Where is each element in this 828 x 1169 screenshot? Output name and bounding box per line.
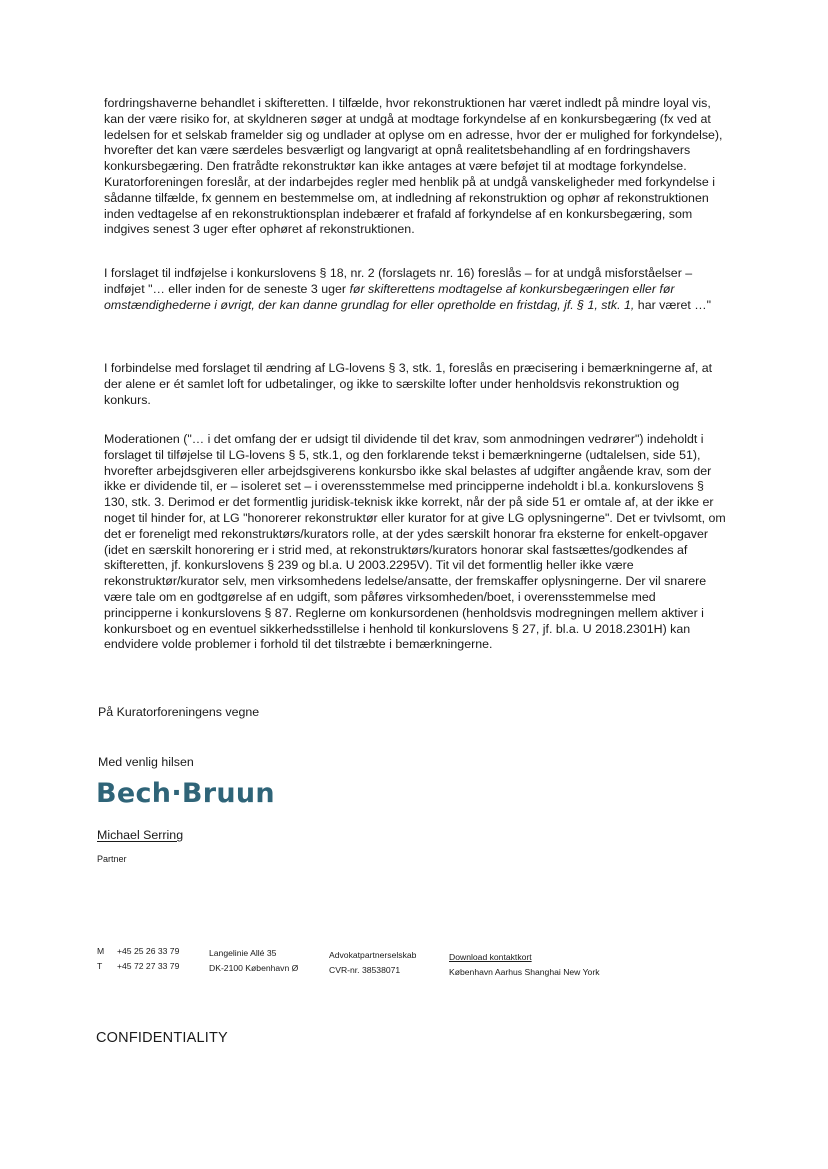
paragraph-text-end: har været …": [634, 297, 712, 312]
body-paragraph-4: [104, 432, 726, 653]
bech-bruun-logo: Bech·Bruun: [96, 778, 275, 809]
closing-greeting: Med venlig hilsen: [98, 755, 194, 769]
address-street: Langelinie Allé 35: [209, 948, 277, 958]
paragraph-text: [104, 266, 726, 313]
paragraph-text: Moderationen ("… i det omfang der er udsigt til dividende til det krav, som anmodningen vedrører") indeholdt i forslaget til tilføjelse til LG-lovens § 5, stk.1, og den forklarende tekst i bemærkningerne (udtalelsen, side 51), hvorefter arbejdsgiveren eller arbejdsgiverens konkursbo ikke skal belastes af udgifter angående krav, som der ikke er dividende til, er – isoleret set – i overensstemmelse med principperne indeholdt i bl.a. konkurslovens § 130, stk. 3. Derimod er det formentlig juridisk-teknisk ikke korrekt, når der på side 51 er omtale af, at der ikke er noget til hinder for, at LG "honorerer rekonstruktør eller kurator for at give LG oplysningerne". Det er tvivlsomt, om det er foreneligt med rekonstruktørs/kurators rolle, at der ydes særskilt honorar fra eksterne for enkelt-opgaver (idet en særskilt honorering er i strid med, at rekonstruktørs/kurators honorar skal fastsættes/godkendes af skifteretten, jf. konkurslovens § 239 og bl.a. U 2003.2295V). Tit vil det formentlig heller ikke være rekonstruktør/kurator selv, men virksomhedens ledelse/ansatte, der fremskaffer oplysningerne. Der vil snarere være tale om en godtgørelse af en udgift, som påføres virksomheden/boet, i overensstemmelse med principperne i konkurslovens § 87. Reglerne om konkursordenen (henholdsvis modregningen mellem aktiver i konkursboet og en eventuel sikkerhedsstillelse i henhold til konkurslovens § 27, jf. bl.a. U 2018.2301H) kan endvidere volde problemer i forhold til det tilstræbte i bemærkningerne.: [104, 432, 726, 652]
contact-labels: [97, 944, 104, 974]
mobile-number: +45 25 26 33 79: [117, 946, 180, 956]
confidentiality-heading: CONFIDENTIALITY: [96, 1030, 228, 1046]
mobile-label: M: [97, 946, 105, 956]
telephone-number: +45 72 27 33 79: [117, 961, 180, 971]
on-behalf-line: På Kuratorforeningens vegne: [98, 705, 260, 719]
office-locations: København Aarhus Shanghai New York: [449, 967, 600, 977]
telephone-label: T: [97, 961, 103, 971]
body-paragraph-2: [104, 266, 726, 313]
paragraph-text: I forbindelse med forslaget til ændring af LG-lovens § 3, stk. 1, foreslås en præcisering i bemærkningerne af, at der alene er ét samlet loft for udbetalinger, og ikke to særskilte lofter under henholdsvis rekonstruktion og konkurs.: [104, 361, 713, 407]
company-cvr: CVR-nr. 38538071: [329, 965, 401, 975]
address-city: DK-2100 København Ø: [209, 963, 299, 973]
download-contact-card-link[interactable]: Download kontaktkort: [449, 952, 532, 962]
paragraph-text-start: I forslaget til indføjelse i konkurslovens § 18, nr. 2 (forslagets nr. 16) foreslås – for at undgå misforståelser – indføjet "… eller inden for de seneste 3 uger: [104, 266, 693, 296]
company-info: [329, 948, 416, 978]
body-paragraph-1: [104, 96, 726, 238]
paragraph-text: fordringshaverne behandlet i skifteretten. I tilfælde, hvor rekonstruktionen har været indledt på mindre loyal vis, kan der være risiko for, at skyldneren søger at undgå at modtage forkyndelse af en konkursbegæring (fx ved at ledelsen for et selskab framelder sig og undlader at oplyse om en adresse, hvor der er mulighed for forkyndelse), hvorefter det kan være særdeles besværligt og langvarigt at opnå realitetsbehandling af en fordringshavers konkursbegæring. Den fratrådte rekonstruktør kan ikke antages at være beføjet til at modtage forkyndelse. Kuratorforeningen foreslår, at der indarbejdes regler med henblik på at undgå vanskeligheder med forkyndelse i sådanne tilfælde, fx gennem en bestemmelse om, at indledning af rekonstruktion og ophør af rekonstruktionen inden vedtagelse af en rekonstruktionsplan indebærer et frafald af forkyndelse af en konkursbegæring, som indgives senest 3 uger efter ophøret af rekonstruktionen.: [104, 96, 723, 237]
signer-role: Partner: [97, 854, 127, 864]
contact-phones: [117, 944, 179, 974]
body-paragraph-3: [104, 361, 726, 408]
footer-links: [449, 950, 600, 980]
office-address: [209, 946, 298, 976]
company-type: Advokatpartnerselskab: [329, 950, 417, 960]
signer-name: Michael Serring: [97, 828, 184, 842]
paragraph-text-italic: før skifterettens modtagelse af konkursbegæringen eller før omstændighederne i øvrigt, der kan danne grundlag for eller opretholde en fristdag, jf. § 1, stk. 1,: [104, 281, 675, 312]
